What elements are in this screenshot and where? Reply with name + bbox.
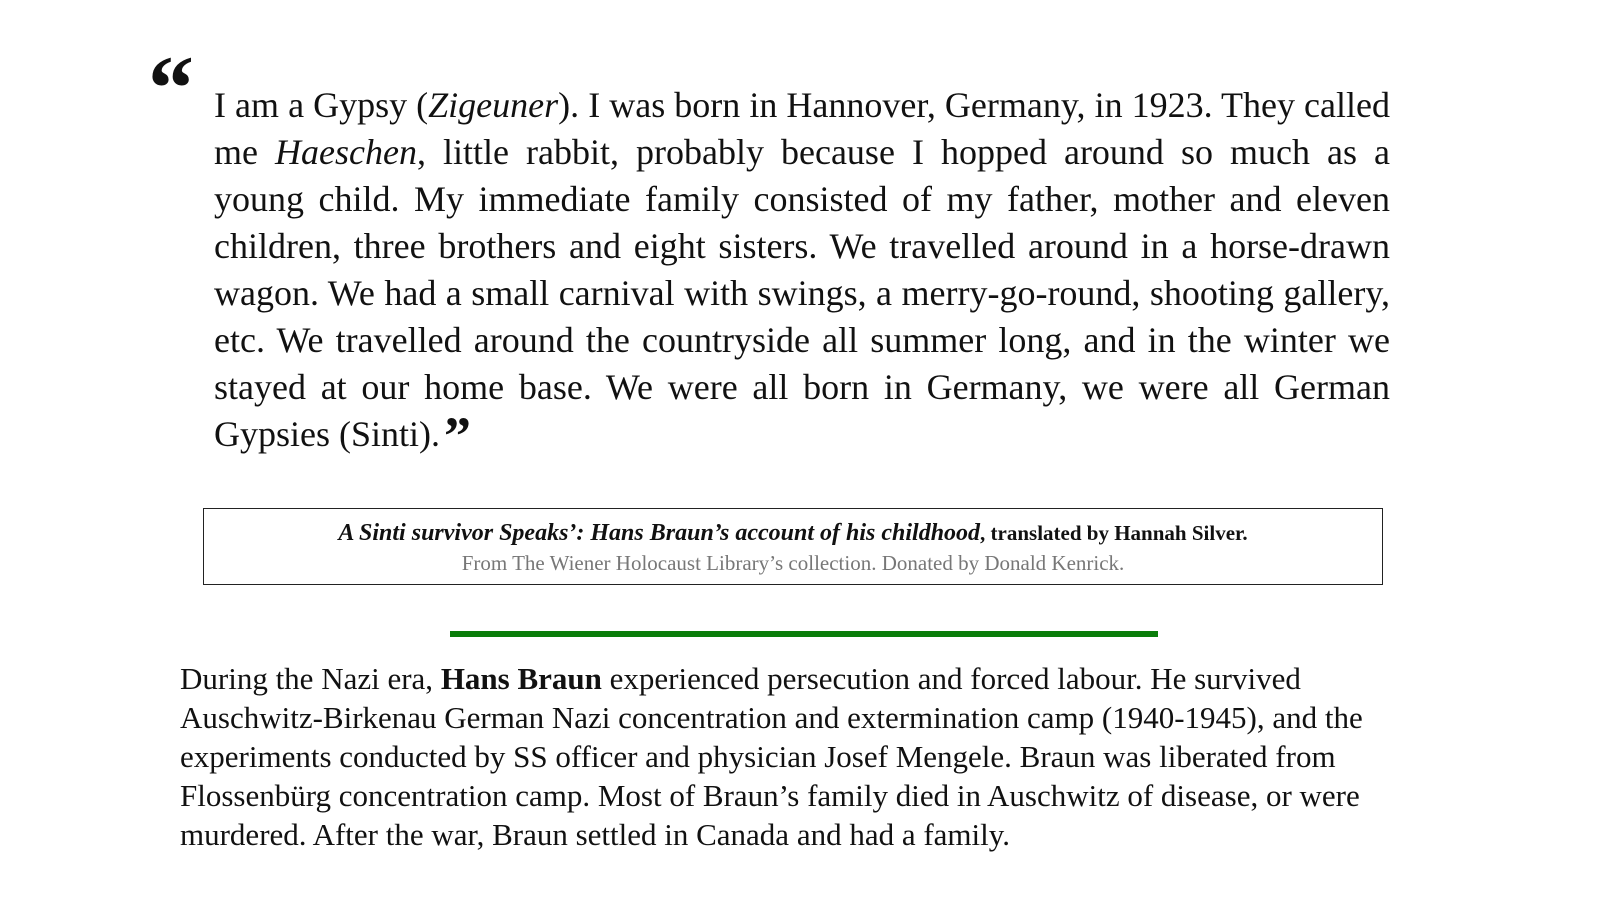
quote-part-3: , little rabbit, probably because I hopped around so much as a young child. My immediate family consisted of my father, mother and eleven children, three brothers and eight sisters. We travelled around in a horse-drawn wagon. We had a small carnival with swings, a merry-go-round, shooting gallery, etc. We travelled around the countryside all summer long, and in the winter we stayed at our home base. We were all born in Germany, we were all German Gypsies (Sinti). [214,132,1390,454]
bio-rest: experienced persecution and forced labour. He survived Auschwitz-Birkenau German Nazi concentration and extermination camp (1940-1945), and the experiments conducted by SS officer and physician Josef Mengele. Braun was liberated from Flossenbürg concentration camp. Most of Braun’s family died in Auschwitz of disease, or were murdered. After the war, Braun settled in Canada and had a family. [180,661,1363,852]
green-divider [450,631,1158,637]
quote-text [214,82,1390,466]
quote-part-2: ). I was born in Hannover, Germany, in 1923. They called me [214,85,1390,172]
open-quote-mark: “ [148,37,194,139]
citation-box [203,508,1383,585]
quote-part-1: I am a Gypsy ( [214,85,429,125]
quote-haeschen: Haeschen [275,132,417,172]
citation-title: A Sinti survivor Speaks’: Hans Braun’s account of his childhood [338,520,981,546]
bio-paragraph [180,659,1440,854]
bio-lead: During the Nazi era, [180,661,441,696]
bio-name: Hans Braun [440,661,602,696]
citation-source: From The Wiener Holocaust Library’s collection. Donated by Donald Kenrick. [461,551,1125,575]
citation-translator: , translated by Hannah Silver. [980,521,1248,545]
citation-title-line [204,518,1382,548]
close-quote-mark: ” [444,406,472,466]
quote-zigeuner: Zigeuner [428,85,559,125]
